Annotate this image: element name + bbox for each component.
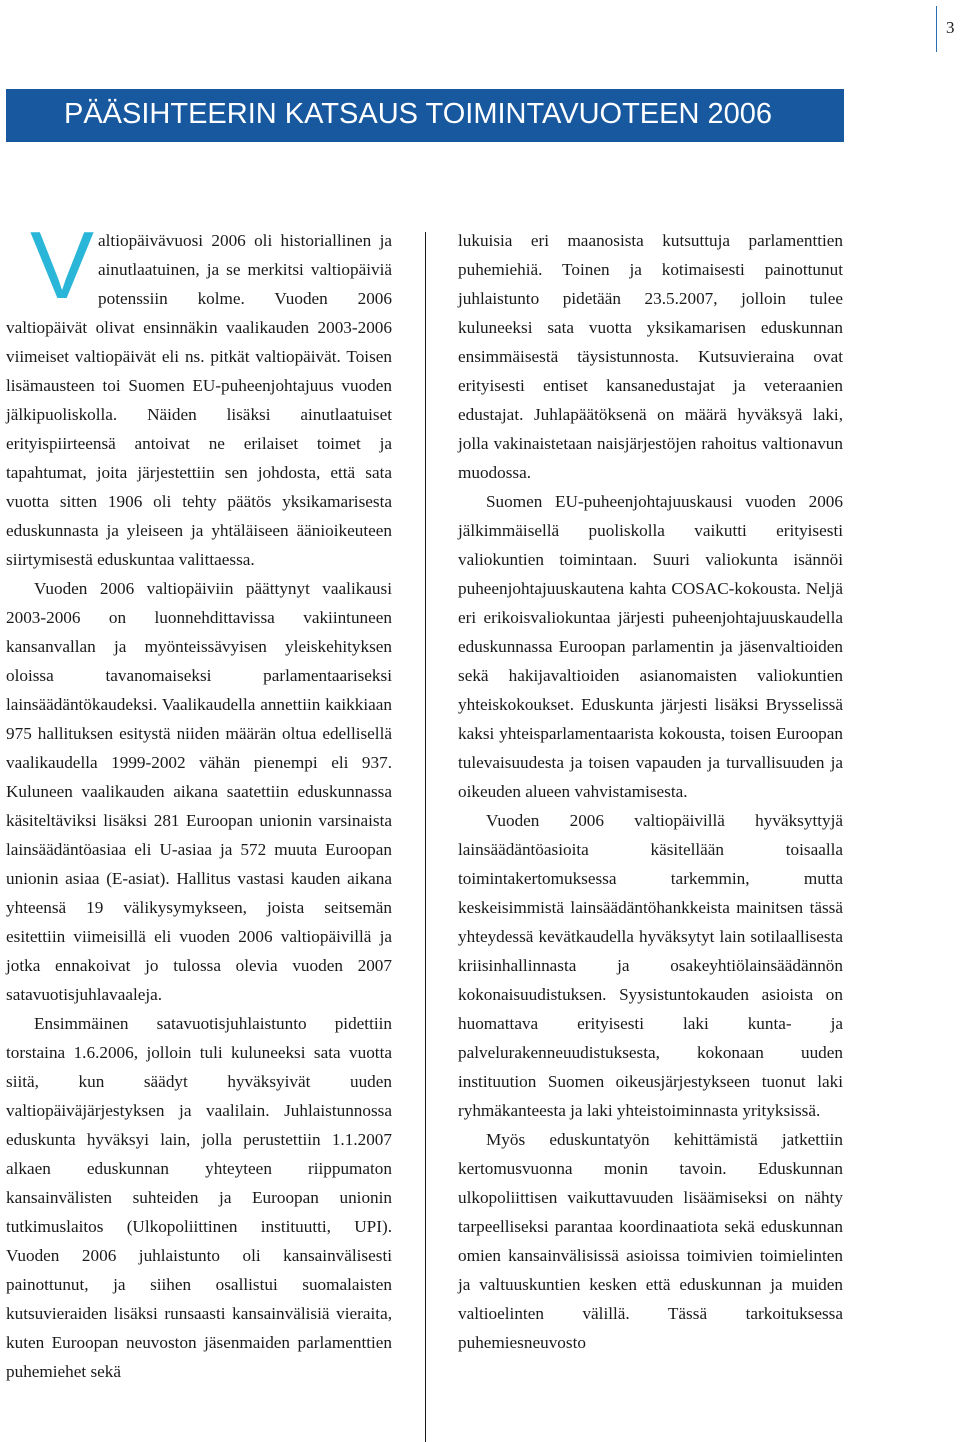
right-paragraph-2: Suomen EU-puheenjohtajuuskausi vuoden 2006 jälkimmäisellä puoliskolla vaikutti erityisesti valiokuntien toimintaan. Suuri valiokunta isännöi puheenjohtajuuskautena kahta COSAC-kokousta. Neljä eri erikoisvaliokuntaa järjesti puheenjohtajuuskaudella eduskunnassa Euroopan parlamentin ja jäsenvaltioiden sekä hakijavaltioiden asianomaisten valiokuntien yhteiskokoukset. Eduskunta järjesti lisäksi Brysselissä kaksi yhteisparlamentaarista kokousta, toisen Euroopan tulevaisuudesta ja toisen vapauden ja turvallisuuden ja oikeuden alueen vahvistamisesta. bbox=[458, 492, 843, 801]
dropcap-letter: V bbox=[30, 212, 95, 319]
page-number-rule bbox=[936, 6, 937, 52]
page-number: 3 bbox=[946, 18, 955, 37]
right-paragraph-3: Vuoden 2006 valtiopäivillä hyväksyttyjä lainsäädäntöasioita käsitellään toisaalla toimintakertomuksessa tarkemmin, mutta keskeisimmistä lainsäädäntöhankkeista mainitsen tässä yhteydessä kevätkaudella hyväksytyt lain sotilaallisesta kriisinhallinnasta ja osakeyhtiölainsäädännön kokonaisuudistuksen. Syysistuntokauden asioista on huomattava erityisesti laki kunta- ja palvelurakenneuudistuksesta, kokonaan uuden instituution Suomen oikeusjärjestykseen tuonut laki ryhmäkanteesta ja laki yhteistoiminnasta yrityksissä. bbox=[458, 811, 843, 1120]
title-bar bbox=[6, 89, 844, 142]
column-divider bbox=[425, 232, 426, 1442]
right-column bbox=[458, 226, 843, 1357]
left-column bbox=[6, 212, 392, 1386]
right-paragraph-4: Myös eduskuntatyön kehittämistä jatkettiin kertomusvuonna monin tavoin. Eduskunnan ulkopoliittisen vaikuttavuuden lisäämiseksi on nähty tarpeelliseksi parantaa koordinaatiota sekä eduskunnan omien kansainvälisissä asioissa toimivien toimielinten ja valtuuskuntien kesken että eduskunnan ja muiden valtioelinten välillä. Tässä tarkoituksessa puhemiesneuvosto bbox=[458, 1130, 843, 1352]
left-paragraph-2: Vuoden 2006 valtiopäiviin päättynyt vaalikausi 2003-2006 on luonnehdittavissa vakiintuneen kansanvallan ja myönteissävyisen yleiskehityksen oloissa tavanomaiseksi parlamentaariseksi lainsäädäntökaudeksi. Vaalikaudella annettiin kaikkiaan 975 hallituksen esitystä niiden määrän oltua edellisellä vaalikaudella 1999-2002 vähän pienempi eli 937. Kuluneen vaalikauden aikana saatettiin eduskunnassa käsiteltäviksi lisäksi 281 Euroopan unionin varsinaista lainsäädäntöasiaa eli U-asiaa ja 572 muuta Euroopan unionin asiaa (E-asiat). Hallitus vastasi kauden aikana yhteensä 19 välikysymykseen, joista seitsemän esitettiin viimeisillä eli vuoden 2006 valtiopäivillä ja jotka ennakoivat jo tulossa olevia vuoden 2007 satavuotisjuhlavaaleja. bbox=[6, 579, 392, 1004]
left-paragraph-1: altiopäivävuosi 2006 oli historiallinen ja ainutlaatuinen, ja se merkitsi valtiopäiviä potenssiin kolme. Vuoden 2006 valtiopäivät olivat ensinnäkin vaalikauden 2003-2006 viimeiset valtiopäivät eli ns. pitkät valtiopäivät. Toisen lisämausteen toi Suomen EU-puheenjohtajuus vuoden jälkipuoliskolla. Näiden lisäksi ainutlaatuiset erityispiirteensä antoivat ne erilaiset toimet ja tapahtumat, joita järjestettiin sen johdosta, että sata vuotta sitten 1906 oli tehty päätös yksikamarisesta eduskunnasta ja yleiseen ja yhtäläiseen äänioikeuteen siirtymisestä eduskuntaa valittaessa. bbox=[6, 231, 392, 569]
left-paragraph-3: Ensimmäinen satavuotisjuhlaistunto pidettiin torstaina 1.6.2006, jolloin tuli kuluneeksi sata vuotta siitä, kun säädyt hyväksyivät uuden valtiopäiväjärjestyksen ja vaalilain. Juhlaistunnossa eduskunta hyväksyi lain, jolla perustettiin 1.1.2007 alkaen eduskunnan yhteyteen riippumaton kansainvälisten suhteiden ja Euroopan unionin tutkimuslaitos (Ulkopoliittinen instituutti, UPI). Vuoden 2006 juhlaistunto oli kansainvälisesti painottunut, ja siihen osallistui suomalaisten kutsuvieraiden lisäksi runsaasti kansainvälisiä vieraita, kuten Euroopan neuvoston jäsenmaiden parlamenttien puhemiehet sekä bbox=[6, 1014, 392, 1381]
right-paragraph-1: lukuisia eri maanosista kutsuttuja parlamenttien puhemiehiä. Toinen ja kotimaisesti painottunut juhlaistunto pidetään 23.5.2007, jolloin tulee kuluneeksi sata vuotta yksikamarisen eduskunnan ensimmäisestä täysistunnosta. Kutsuvieraina ovat erityisesti entiset kansanedustajat ja veteraanien edustajat. Juhlapäätöksenä on määrä hyväksyä laki, jolla vakinaistetaan naisjärjestöjen rahoitus valtionavun muodossa. bbox=[458, 231, 843, 482]
page-title: PÄÄSIHTEERIN KATSAUS TOIMINTAVUOTEEN 2006 bbox=[64, 98, 772, 130]
